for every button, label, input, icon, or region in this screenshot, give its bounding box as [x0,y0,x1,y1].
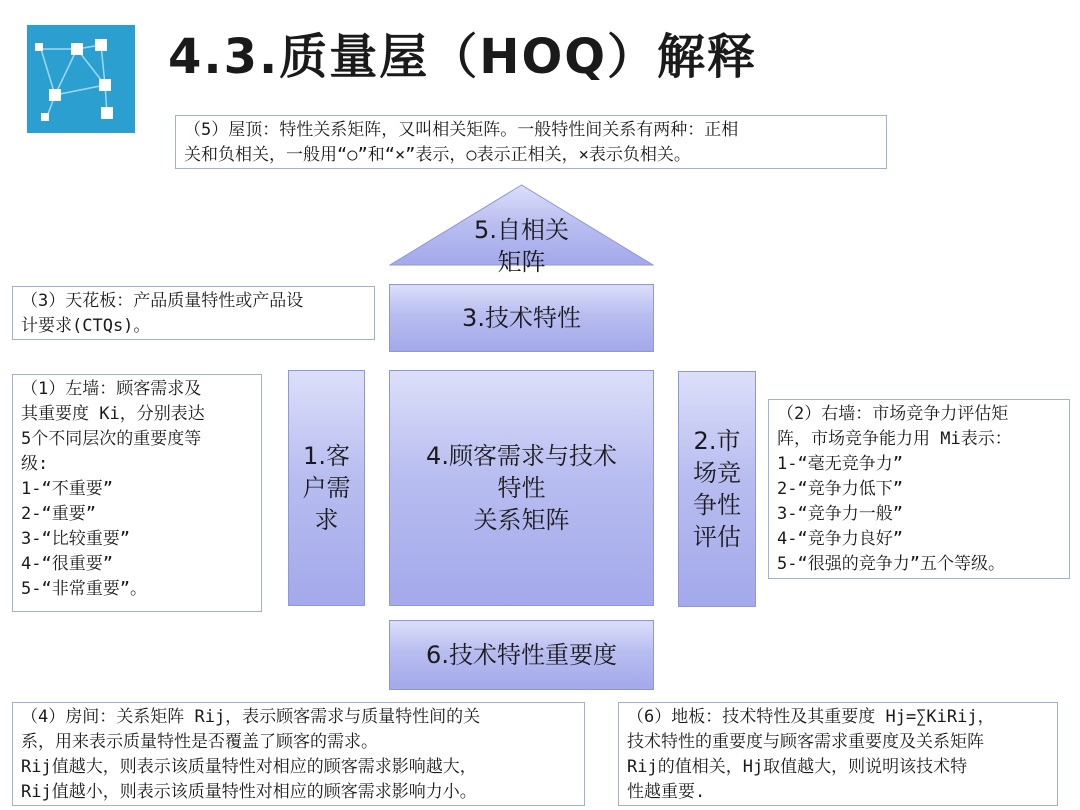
network-logo-icon [27,25,135,133]
note-floor: （6）地板：技术特性及其重要度 Hj=∑KiRij， 技术特性的重要度与顾客需求重要度及关系矩阵 Rij的值相关，Hj取值越大，则说明该技术特 性越重要. [618,702,1058,806]
right-wall-competitive-assessment: 2.市 场竞 争性 评估 [678,371,756,607]
page-title: 4.3.质量屋（HOQ）解释 [168,29,758,85]
ceiling-technical-characteristics: 3.技术特性 [389,284,654,352]
note-room: （4）房间：关系矩阵 Rij，表示顾客需求与质量特性间的关 系，用来表示质量特性是否覆盖了顾客的需求。 Rij值越大，则表示该质量特性对相应的顾客需求影响越大， Rij值越小，则表示该质量特性对相应的顾客需求影响力小。 [12,702,585,806]
left-wall-customer-requirements: 1.客 户需 求 [288,370,365,606]
room-relationship-matrix: 4.顾客需求与技术 特性 关系矩阵 [389,370,654,606]
note-ceiling: （3）天花板：产品质量特性或产品设 计要求(CTQs)。 [12,286,375,340]
roof-label: 5.自相关 矩阵 [474,216,569,276]
floor-technical-importance: 6.技术特性重要度 [389,620,654,690]
note-right-wall: （2）右墙：市场竞争力评估矩 阵，市场竞争能力用 Mi表示： 1-“毫无竞争力” 2-“竞争力低下” 3-“竞争力一般” 4-“竞争力良好” 5-“很强的竞争力”五个等级。 [768,399,1070,579]
note-roof: （5）屋顶：特性关系矩阵，又叫相关矩阵。一般特性间关系有两种：正相 关和负相关，一般用“○”和“×”表示，○表示正相关，×表示负相关。 [175,115,887,169]
note-left-wall: （1）左墙：顾客需求及 其重要度 Ki，分别表达 5个不同层次的重要度等 级: 1-“不重要” 2-“重要” 3-“比较重要” 4-“很重要” 5-“非常重要”。 [12,374,262,612]
roof-correlation-matrix [389,184,654,276]
